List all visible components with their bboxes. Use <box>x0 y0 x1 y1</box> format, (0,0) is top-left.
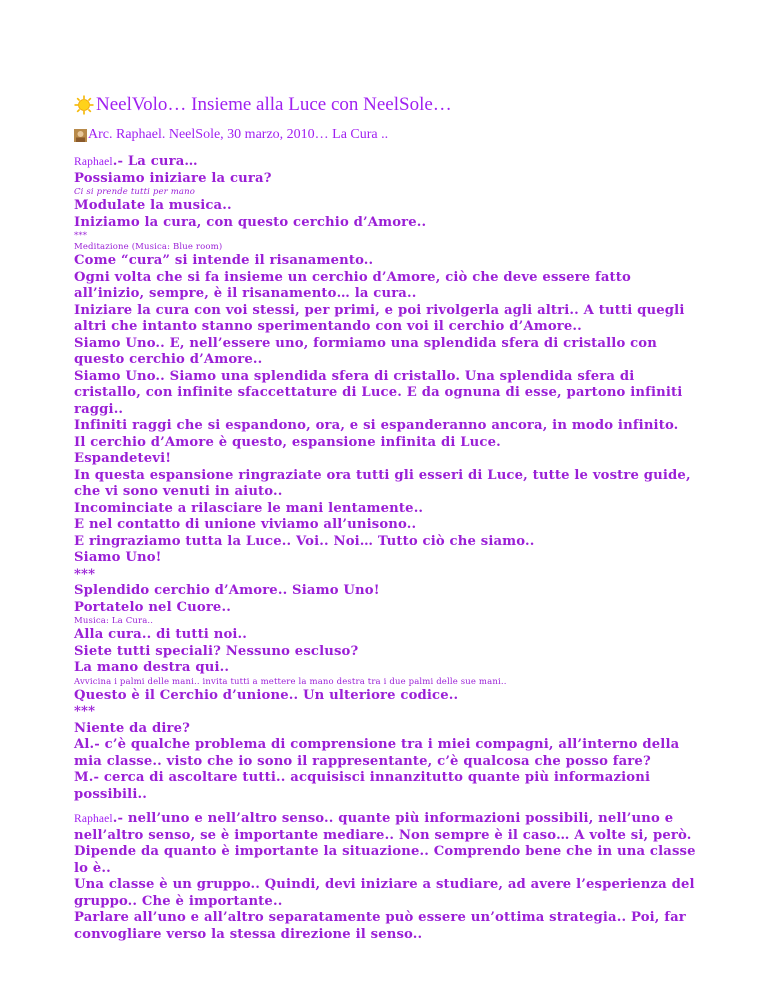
text-line: Come “cura” si intende il risanamento.. <box>74 253 374 268</box>
text-line: Niente da dire? <box>74 720 191 736</box>
text-line: Siamo Uno.. E, nell’essere uno, formiamo una splendida sfera di cristallo con questo cerchio d’Amore.. <box>74 335 657 367</box>
text-line: Raphael.- nell’uno e nell’altro senso.. quante più informazioni possibili, nell’uno e nell’altro senso, se è importante mediare.. Non sempre è il caso… A volte si, però. Dipende da quanto è importante la situazione.. Comprendo bene che in una classe lo è.. <box>74 811 696 876</box>
text-line: Siamo Uno! <box>74 550 162 565</box>
text-line: In questa espansione ringraziate ora tutti gli esseri di Luce, tutte le vostre guide, che vi sono venuti in aiuto.. <box>74 467 691 499</box>
text-line: Siamo Uno.. Siamo una splendida sfera di cristallo. Una splendida sfera di cristallo, con infinite sfaccettature di Luce. E da ognuna di esse, partono infiniti raggi.. <box>74 368 683 417</box>
text-line: E ringraziamo tutta la Luce.. Voi.. Noi… Tutto ciò che siamo.. <box>74 533 535 549</box>
text-line: E nel contatto di unione viviamo all’unisono.. <box>74 517 417 532</box>
text-line: Portatelo nel Cuore.. <box>74 599 231 615</box>
stage-note: Ci si prende tutti per mano <box>74 187 196 197</box>
text-line: Possiamo iniziare la cura? <box>74 170 272 186</box>
title-text: NeelVolo… Insieme alla Luce con NeelSole… <box>96 94 452 115</box>
speaker-name: Raphael <box>74 156 113 168</box>
text-line: Incominciate a rilasciare le mani lentamente.. <box>74 500 424 516</box>
paragraph-gap <box>74 803 696 811</box>
text-line: Iniziamo la cura, con questo cerchio d’Amore.. <box>74 214 427 230</box>
text-line: La mano destra qui.. <box>74 660 230 675</box>
text-line: Questo è il Cerchio d’unione.. Un ulteriore codice.. <box>74 687 459 703</box>
text-line: Modulate la musica.. <box>74 198 232 213</box>
text-line: Una classe è un gruppo.. Quindi, devi iniziare a studiare, ad avere l’esperienza del gruppo.. Che è importante.. <box>74 877 695 909</box>
text-line: Splendido cerchio d’Amore.. Siamo Uno! <box>74 583 380 598</box>
text-line: Ogni volta che si fa insieme un cerchio d’Amore, ciò che deve essere fatto all’inizio, sempre, è il risanamento… la cura.. <box>74 269 631 301</box>
text-line: Al.- c’è qualche problema di comprensione tra i miei compagni, all’interno della mia classe.. visto che io sono il rappresentante, c’è qualcosa che posso fare? <box>74 737 680 769</box>
document-title <box>74 92 696 118</box>
text-line: Iniziare la cura con voi stessi, per primi, e poi rivolgerla agli altri.. A tutti quegli altri che intanto stanno sperimentando con voi il cerchio d’Amore.. <box>74 302 685 334</box>
separator-stars: *** <box>74 566 96 582</box>
text-line: Siete tutti speciali? Nessuno escluso? <box>74 643 359 659</box>
stage-note: Avvicina i palmi delle mani.. invita tutti a mettere la mano destra tra i due palmi delle sue mani.. <box>74 676 507 687</box>
document-subtitle <box>74 124 696 146</box>
separator-stars: *** <box>74 231 88 241</box>
portrait-thumbnail-icon <box>74 129 87 142</box>
document-page <box>74 92 696 943</box>
dialogue-block <box>74 154 696 943</box>
text-line: Parlare all’uno e all’altro separatamente può essere un’ottima strategia.. Poi, far convogliare verso la stessa direzione il senso.. <box>74 910 686 942</box>
text-line: Alla cura.. di tutti noi.. <box>74 627 248 642</box>
stage-note: Musica: La Cura.. <box>74 616 154 626</box>
text-line: Raphael.- La cura… <box>74 154 198 169</box>
speaker-name: Raphael <box>74 813 113 825</box>
text-line: Il cerchio d’Amore è questo, espansione infinita di Luce. <box>74 434 501 450</box>
text-line: Infiniti raggi che si espandono, ora, e si espanderanno ancora, in modo infinito. <box>74 418 679 433</box>
stage-note: Meditazione (Musica: Blue room) <box>74 242 223 252</box>
separator-stars: *** <box>74 704 96 719</box>
text-line: M.- cerca di ascoltare tutti.. acquisisci innanzitutto quante più informazioni possibili.. <box>74 770 651 802</box>
sun-icon <box>74 95 94 115</box>
text-line: Espandetevi! <box>74 451 172 466</box>
subtitle-text: Arc. Raphael. NeelSole, 30 marzo, 2010… La Cura .. <box>88 127 389 142</box>
